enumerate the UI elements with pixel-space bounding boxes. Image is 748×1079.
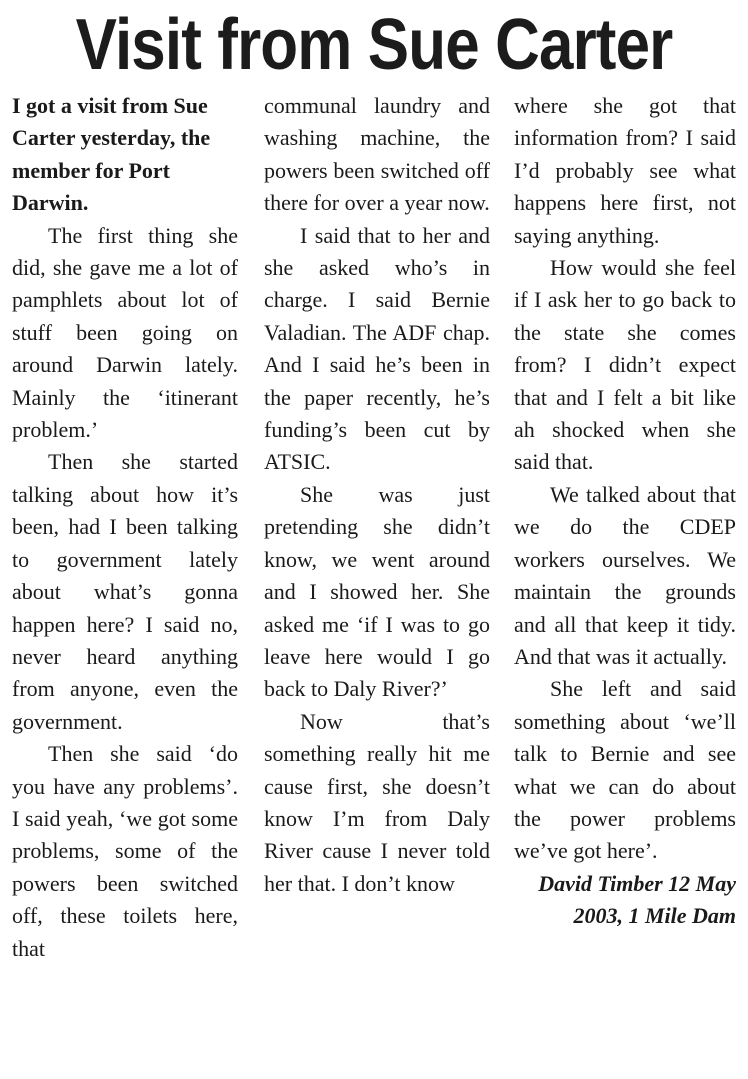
article-byline: David Timber 12 May 2003, 1 Mile Dam bbox=[538, 870, 736, 929]
article-column-1 bbox=[12, 90, 238, 965]
article-paragraph-continued: communal laundry and washing machine, the powers been switched off there for over a year now. bbox=[264, 93, 490, 216]
article-paragraph: She was just pretending she didn’t know, we went around and I showed her. She asked me ‘if I was to go leave here would I go back to Daly River?’ bbox=[264, 481, 490, 702]
article-paragraph: We talked about that we do the CDEP workers ourselves. We maintain the grounds and all that keep it tidy. And that was it actually. bbox=[514, 481, 736, 669]
article-paragraph-continued: where she got that information from? I said I’d probably see what happens here first, not saying anything. bbox=[514, 93, 736, 248]
article-column-2 bbox=[264, 90, 490, 900]
article-paragraph: The first thing she did, she gave me a lot of pamphlets about lot of stuff been going on around Darwin lately. Mainly the ‘itinerant problem.’ bbox=[12, 222, 238, 443]
article-paragraph: I said that to her and she asked who’s in charge. I said Bernie Valadian. The ADF chap. And I said he’s been in the paper recently, he’s funding’s been cut by ATSIC. bbox=[264, 222, 490, 475]
article-paragraph: Now that’s something really hit me cause first, she doesn’t know I’m from Daly River cause I never told her that. I don’t know bbox=[264, 708, 490, 896]
article-headline: Visit from Sue Carter bbox=[75, 5, 673, 85]
article-column-3 bbox=[514, 90, 736, 933]
article-paragraph: How would she feel if I ask her to go back to the state she comes from? I didn’t expect that and I felt a bit like ah shocked when she said that. bbox=[514, 255, 736, 475]
article-lead-paragraph: I got a visit from Sue Carter yesterday, the member for Port Darwin. bbox=[12, 93, 211, 216]
article-paragraph: Then she said ‘do you have any problems’. I said yeah, ‘we got some problems, some of the powers been switched off, these toilets here, that bbox=[12, 741, 238, 961]
article-paragraph: Then she started talking about how it’s been, had I been talking to government lately about what’s gonna happen here? I said no, never heard anything from anyone, even the government. bbox=[12, 449, 238, 734]
article-paragraph: She left and said something about ‘we’ll talk to Bernie and see what we can do about the power problems we’ve got here’. bbox=[514, 676, 736, 864]
